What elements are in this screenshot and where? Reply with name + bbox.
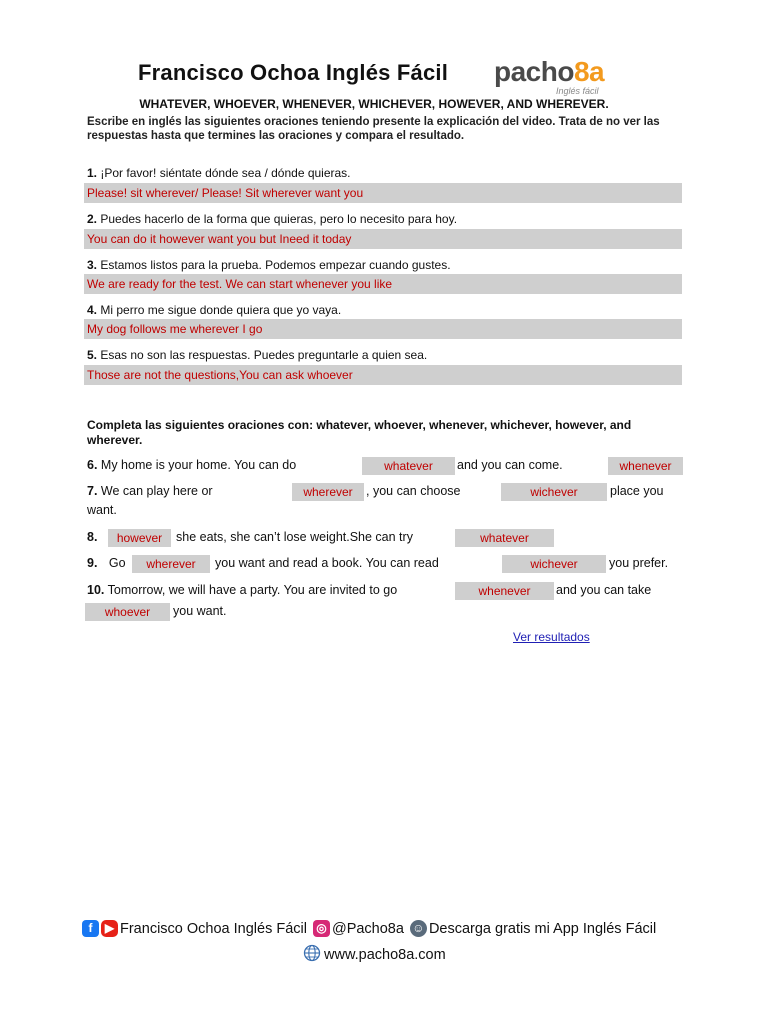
- blank-9b[interactable]: wichever: [502, 555, 606, 573]
- blank-10b[interactable]: whoever: [85, 603, 170, 621]
- sentence-10-start: 10. Tomorrow, we will have a party. You are invited to go: [87, 583, 398, 597]
- answer-5: Those are not the questions,You can ask whoever: [84, 365, 682, 385]
- sentence-6-mid: and you can come.: [457, 458, 563, 472]
- logo-text-accent: 8a: [573, 56, 605, 87]
- sentence-7-end: place you: [610, 484, 664, 498]
- sentence-6-start: 6. My home is your home. You can do: [87, 458, 297, 472]
- blank-7b[interactable]: wichever: [501, 483, 607, 501]
- page-subtitle: WHATEVER, WHOEVER, WHENEVER, WHICHEVER, HOWEVER, AND WHEREVER.: [139, 97, 609, 111]
- blank-8a[interactable]: however: [108, 529, 171, 547]
- sentence-10-mid: and you can take: [556, 583, 652, 597]
- instagram-icon[interactable]: ◎: [313, 920, 330, 937]
- sentence-7-mid: , you can choose: [366, 484, 461, 498]
- blank-9a[interactable]: wherever: [132, 555, 210, 573]
- sentence-9-mid: you want and read a book. You can read: [215, 556, 439, 570]
- question-1: 1. ¡Por favor! siéntate dónde sea / dónde quieras.: [87, 166, 351, 180]
- question-3: 3. Estamos listos para la prueba. Podemos empezar cuando gustes.: [87, 258, 451, 272]
- blank-6b[interactable]: whenever: [608, 457, 683, 475]
- sentence-8-mid: she eats, she can’t lose weight.She can try: [176, 530, 413, 544]
- footer-website-link[interactable]: www.pacho8a.com: [324, 947, 446, 963]
- logo-subtext: Inglés fácil: [556, 86, 599, 96]
- answer-2: You can do it however want you but Ineed it today: [84, 229, 682, 249]
- answer-3: We are ready for the test. We can start whenever you like: [84, 274, 682, 294]
- footer-name: Francisco Ochoa Inglés Fácil: [120, 920, 307, 937]
- globe-icon: [303, 944, 321, 966]
- sentence-8-num: 8.: [87, 530, 98, 544]
- question-4: 4. Mi perro me sigue donde quiera que yo vaya.: [87, 303, 342, 317]
- logo-text: pacho: [494, 56, 574, 87]
- facebook-icon[interactable]: f: [82, 920, 99, 937]
- answer-4: My dog follows me wherever I go: [84, 319, 682, 339]
- sentence-9-end: you prefer.: [609, 556, 669, 570]
- footer-line-2: [303, 944, 446, 966]
- question-2: 2. Puedes hacerlo de la forma que quieras, pero lo necesito para hoy.: [87, 212, 458, 226]
- avatar-icon: ☺: [410, 920, 427, 937]
- pacho8a-logo: [494, 56, 614, 98]
- blank-10a[interactable]: whenever: [455, 582, 554, 600]
- blank-7a[interactable]: wherever: [292, 483, 364, 501]
- sentence-7-start: 7. We can play here or: [87, 484, 213, 498]
- ver-resultados-link[interactable]: Ver resultados: [513, 630, 590, 644]
- footer-app: Descarga gratis mi App Inglés Fácil: [428, 920, 657, 937]
- sentence-9-start: 9. Go: [87, 556, 126, 570]
- blank-6a[interactable]: whatever: [362, 457, 455, 475]
- youtube-icon[interactable]: ▶: [101, 920, 118, 937]
- footer-line-1: [82, 920, 656, 937]
- answer-1: Please! sit wherever/ Please! Sit wherever want you: [84, 183, 682, 203]
- question-5: 5. Esas no son las respuestas. Puedes preguntarle a quien sea.: [87, 348, 428, 362]
- footer-handle: @Pacho8a: [331, 920, 404, 937]
- page-title: Francisco Ochoa Inglés Fácil: [138, 60, 449, 85]
- sentence-10-end: you want.: [173, 604, 227, 618]
- section2-instructions: Completa las siguientes oraciones con: whatever, whoever, whenever, whichever, however, and wherever.: [87, 418, 632, 447]
- blank-8b[interactable]: whatever: [455, 529, 554, 547]
- sentence-7-wrap: want.: [87, 503, 117, 517]
- exercise-instructions: Escribe en inglés las siguientes oraciones teniendo presente la explicación del video. Trata de no ver las respuestas hasta que termines las oraciones y compara el resultado.: [87, 116, 660, 142]
